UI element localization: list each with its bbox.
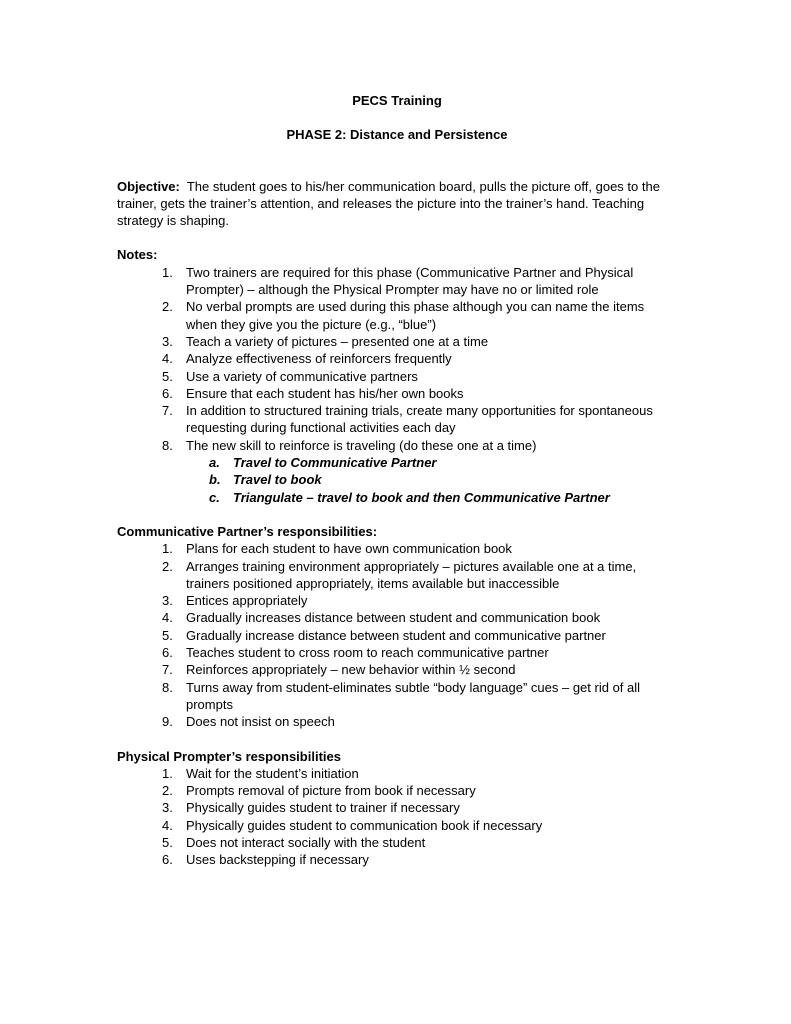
sub-list-letter: c. <box>209 489 220 505</box>
list-item <box>117 644 677 661</box>
list-item-text: Reinforces appropriately – new behavior within ½ second <box>186 662 516 678</box>
document-title: PECS Training <box>352 93 442 108</box>
sub-list-letter: a. <box>209 455 220 471</box>
list-item <box>117 765 677 782</box>
travel-sublist <box>117 454 677 506</box>
list-number: 4. <box>162 351 173 367</box>
list-item <box>117 799 677 816</box>
objective-label: Objective: <box>117 178 180 194</box>
sub-list-item <box>117 489 677 506</box>
list-number: 5. <box>162 627 173 643</box>
list-item-text: Turns away from student-eliminates subtle “body language” cues – get rid of all prompts <box>186 679 641 712</box>
list-item <box>117 437 677 454</box>
list-item <box>117 834 677 851</box>
list-number: 8. <box>162 437 173 453</box>
notes-heading: Notes: <box>117 247 158 263</box>
list-number: 5. <box>162 368 173 384</box>
sub-list-item <box>117 471 677 488</box>
notes-list <box>117 264 677 454</box>
list-item-text: In addition to structured training trials, create many opportunities for spontaneous requesting during functional activities each day <box>186 403 653 436</box>
document-subtitle: PHASE 2: Distance and Persistence <box>286 127 508 143</box>
list-item-text: Entices appropriately <box>186 593 308 609</box>
list-item-text: Analyze effectiveness of reinforcers frequently <box>186 351 452 367</box>
list-number: 6. <box>162 385 173 401</box>
list-item <box>117 350 677 367</box>
list-item-text: Does not interact socially with the student <box>186 834 426 850</box>
list-item-text: Does not insist on speech <box>186 714 335 730</box>
list-item-text: Teach a variety of pictures – presented one at a time <box>186 333 489 349</box>
list-item <box>117 679 677 714</box>
list-number: 9. <box>162 714 173 730</box>
list-number: 4. <box>162 817 173 833</box>
list-item-text: Physically guides student to communication book if necessary <box>186 817 543 833</box>
list-item-text: Prompts removal of picture from book if necessary <box>186 783 476 799</box>
objective-text: The student goes to his/her communication board, pulls the picture off, goes to the trainer, gets the trainer’s attention, and releases the picture into the trainer’s hand. Teaching strategy is shaping. <box>117 178 664 229</box>
list-item-text: The new skill to reinforce is traveling (do these one at a time) <box>186 437 537 453</box>
list-number: 7. <box>162 662 173 678</box>
list-number: 7. <box>162 403 173 419</box>
list-item <box>117 627 677 644</box>
list-number: 2. <box>162 558 173 574</box>
list-number: 8. <box>162 679 173 695</box>
list-item <box>117 609 677 626</box>
document-content <box>117 92 677 869</box>
list-item <box>117 540 677 557</box>
list-number: 2. <box>162 299 173 315</box>
list-item <box>117 713 677 730</box>
prompter-list <box>117 765 677 869</box>
list-number: 6. <box>162 645 173 661</box>
sub-list-letter: b. <box>209 472 221 488</box>
list-number: 3. <box>162 593 173 609</box>
list-item <box>117 368 677 385</box>
list-item-text: Two trainers are required for this phase (Communicative Partner and Physical Prompter) – although the Physical Prompter may have no or limited role <box>186 264 634 298</box>
sub-list-item-text: Travel to Communicative Partner <box>233 455 437 471</box>
list-item-text: Physically guides student to trainer if necessary <box>186 800 460 816</box>
list-number: 3. <box>162 333 173 349</box>
sub-list-item-text: Travel to book <box>233 472 322 488</box>
list-item <box>117 385 677 402</box>
prompter-heading: Physical Prompter’s responsibilities <box>117 748 341 764</box>
list-item-text: Uses backstepping if necessary <box>186 852 369 868</box>
list-item <box>117 851 677 868</box>
list-number: 2. <box>162 783 173 799</box>
partner-heading: Communicative Partner’s responsibilities: <box>117 523 378 539</box>
list-item-text: Plans for each student to have own communication book <box>186 541 512 557</box>
list-item-text: Arranges training environment appropriately – pictures available one at a time, trainers positioned appropriately, items available but inaccessible <box>186 558 637 591</box>
list-item <box>117 661 677 678</box>
list-item <box>117 333 677 350</box>
list-item <box>117 817 677 834</box>
list-item-text: Teaches student to cross room to reach communicative partner <box>186 645 549 661</box>
sub-list-item <box>117 454 677 471</box>
list-number: 6. <box>162 852 173 868</box>
list-item-text: Use a variety of communicative partners <box>186 368 418 384</box>
list-item-text: Gradually increase distance between student and communicative partner <box>186 627 606 643</box>
list-item <box>117 558 677 593</box>
list-number: 4. <box>162 610 173 626</box>
list-item <box>117 782 677 799</box>
list-number: 3. <box>162 800 173 816</box>
list-item-text: No verbal prompts are used during this phase although you can name the items when they give you the picture (e.g., “blue”) <box>186 299 645 332</box>
list-number: 1. <box>162 765 173 781</box>
list-item-text: Wait for the student’s initiation <box>186 765 359 781</box>
sub-list-item-text: Triangulate – travel to book and then Communicative Partner <box>233 489 610 505</box>
list-item <box>117 402 677 437</box>
list-number: 1. <box>162 264 173 280</box>
list-number: 1. <box>162 541 173 557</box>
list-item <box>117 298 677 333</box>
list-item-text: Gradually increases distance between student and communication book <box>186 610 601 626</box>
list-item <box>117 264 677 299</box>
partner-list <box>117 540 677 730</box>
objective-paragraph <box>117 178 677 230</box>
list-item-text: Ensure that each student has his/her own books <box>186 385 464 401</box>
list-item <box>117 592 677 609</box>
list-number: 5. <box>162 834 173 850</box>
